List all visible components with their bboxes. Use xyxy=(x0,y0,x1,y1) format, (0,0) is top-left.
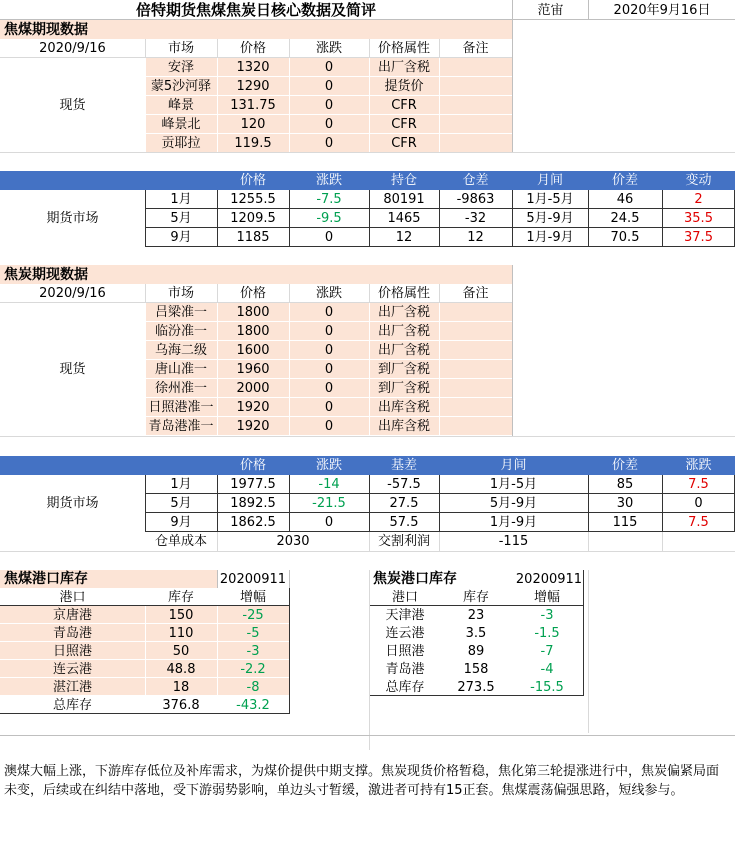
futures-spread: 30 xyxy=(616,496,634,511)
futures-spread: 24.5 xyxy=(610,211,640,226)
port-change: -4 xyxy=(540,661,554,677)
spot-market-name: 唐山准一 xyxy=(154,362,207,377)
report-date: 2020年9月16日 xyxy=(588,0,735,20)
port-name: 总库存 xyxy=(385,679,425,695)
spot-price: 119.5 xyxy=(234,136,272,151)
spot-date: 2020/9/16 xyxy=(39,286,106,301)
spot-column-header: 市场 xyxy=(167,41,194,56)
futures-spread-change: 7.5 xyxy=(688,477,709,492)
futures-spread-name: 1月-9月 xyxy=(526,230,574,245)
futures-price: 1862.5 xyxy=(230,515,276,530)
spot-price: 1960 xyxy=(236,362,270,377)
spot-change: 0 xyxy=(324,400,334,415)
port-stock: 23 xyxy=(467,607,485,623)
port-column-header: 增幅 xyxy=(239,589,266,605)
futures-spread-name: 1月-5月 xyxy=(489,477,538,492)
spot-note xyxy=(439,58,512,77)
port-name: 京唐港 xyxy=(52,607,92,623)
futures-change: 0 xyxy=(324,230,334,245)
spot-market-name: 徐州准一 xyxy=(154,381,207,396)
futures-column-header: 变动 xyxy=(685,173,712,188)
port-stock: 273.5 xyxy=(457,679,495,695)
spot-price-attribute: CFR xyxy=(391,136,417,151)
port-name: 青岛港 xyxy=(52,625,92,641)
port-column-header: 港口 xyxy=(59,589,86,605)
port-change: -5 xyxy=(246,625,260,641)
spot-market-name: 贡耶拉 xyxy=(161,136,201,151)
spot-change: 0 xyxy=(324,343,334,358)
port-name: 天津港 xyxy=(385,607,425,623)
spot-note xyxy=(439,398,512,417)
futures-column-header: 基差 xyxy=(390,458,417,473)
spot-price: 1320 xyxy=(236,60,270,75)
futures-spread-change: 2 xyxy=(694,192,703,207)
futures-spread: 70.5 xyxy=(610,230,640,245)
spot-price-attribute: 到厂含税 xyxy=(377,362,430,377)
spot-price: 1600 xyxy=(236,343,270,358)
spot-change: 0 xyxy=(324,362,334,377)
port-stock: 48.8 xyxy=(166,661,196,677)
commentary-box xyxy=(0,735,735,842)
spot-column-header: 价格 xyxy=(239,41,266,56)
futures-contract: 1月 xyxy=(170,477,192,492)
port-name: 日照港 xyxy=(385,643,425,659)
spot-price-attribute: CFR xyxy=(391,98,417,113)
futures-price: 1185 xyxy=(236,230,270,245)
spot-note xyxy=(439,303,512,322)
delivery-profit-value: -115 xyxy=(498,534,529,549)
port-column-header: 库存 xyxy=(462,589,489,605)
port-name: 连云港 xyxy=(385,625,425,641)
delivery-profit-label: 交割利润 xyxy=(377,534,430,549)
spot-column-header: 涨跌 xyxy=(315,286,342,301)
futures-spread-change: 37.5 xyxy=(684,230,713,245)
port-change: -3 xyxy=(246,643,260,659)
spot-price: 131.75 xyxy=(230,98,276,113)
futures-contract: 9月 xyxy=(170,230,192,245)
spot-price: 1920 xyxy=(236,419,270,434)
futures-column-header: 涨跌 xyxy=(315,458,342,473)
futures-spread: 46 xyxy=(616,192,634,207)
port-change: -2.2 xyxy=(240,661,266,677)
futures-open-interest: 1465 xyxy=(387,211,421,226)
futures-basis: 27.5 xyxy=(389,496,419,511)
spot-change: 0 xyxy=(324,419,334,434)
futures-column-header: 仓差 xyxy=(462,173,489,188)
port-change: -43.2 xyxy=(236,697,270,713)
futures-change: -21.5 xyxy=(312,496,346,511)
futures-price: 1209.5 xyxy=(230,211,276,226)
port-stock: 18 xyxy=(172,679,190,695)
spot-note xyxy=(439,96,512,115)
spot-note xyxy=(439,379,512,398)
warrant-cost-value: 2030 xyxy=(276,534,310,549)
futures-open-interest: 12 xyxy=(395,230,413,245)
port-name: 日照港 xyxy=(52,643,92,659)
port-name: 连云港 xyxy=(52,661,92,677)
commentary-text: 澳煤大幅上涨，下游库存低位及补库需求，为煤价提供中期支撑。焦炭现货价格暂稳，焦化第三轮提涨进行中，焦炭偏紧局面未变，后续或在纠结中落地，受下游弱势影响，单边头寸暂缓，激进者可持有15正套。焦煤震荡偏强思路，短线参与。 xyxy=(4,764,720,798)
spot-market-name: 日照港准一 xyxy=(148,400,214,415)
futures-label: 期货市场 xyxy=(46,211,99,226)
spot-market-name: 蒙5沙河驿 xyxy=(150,79,212,94)
spot-note xyxy=(439,322,512,341)
spot-price-attribute: 出厂含税 xyxy=(377,343,430,358)
spot-price: 1800 xyxy=(236,324,270,339)
port-column-header: 增幅 xyxy=(533,589,560,605)
futures-oi-change: 12 xyxy=(467,230,484,245)
spot-change: 0 xyxy=(324,98,334,113)
spot-label: 现货 xyxy=(59,362,86,377)
spot-market-name: 安泽 xyxy=(167,60,194,75)
futures-column-header: 价差 xyxy=(611,173,638,188)
spot-price: 1920 xyxy=(236,400,270,415)
spot-column-header: 价格属性 xyxy=(377,286,430,301)
futures-basis: -57.5 xyxy=(387,477,421,492)
spot-label: 现货 xyxy=(59,98,86,113)
spot-market-name: 青岛港准一 xyxy=(148,419,214,434)
futures-label: 期货市场 xyxy=(46,496,99,511)
coking-coal-section-title: 焦煤期现数据 xyxy=(4,21,88,38)
futures-column-header: 月间 xyxy=(500,458,527,473)
futures-spread: 85 xyxy=(616,477,634,492)
port-change: -25 xyxy=(242,607,264,623)
spot-column-header: 价格 xyxy=(239,286,266,301)
coke-section-title: 焦炭期现数据 xyxy=(4,266,88,283)
spot-price-attribute: 出库含税 xyxy=(377,419,430,434)
coke-port-title: 焦炭港口库存 xyxy=(373,571,457,587)
spot-note xyxy=(439,134,512,153)
futures-basis: 57.5 xyxy=(389,515,419,530)
port-stock: 3.5 xyxy=(465,625,487,641)
coal-port-date: 20200911 xyxy=(219,571,287,587)
futures-contract: 5月 xyxy=(170,496,192,511)
spot-change: 0 xyxy=(324,79,334,94)
spot-market-name: 峰景北 xyxy=(161,117,201,132)
futures-change: -14 xyxy=(318,477,340,492)
spot-note xyxy=(439,417,512,436)
coke-port-date: 20200911 xyxy=(515,571,583,587)
port-name: 总库存 xyxy=(52,697,92,713)
futures-spread-change: 7.5 xyxy=(688,515,709,530)
spot-change: 0 xyxy=(324,117,334,132)
spot-column-header: 备注 xyxy=(462,41,489,56)
port-change: -3 xyxy=(540,607,554,623)
futures-contract: 1月 xyxy=(170,192,192,207)
spot-note xyxy=(439,77,512,96)
futures-column-header: 价格 xyxy=(239,458,266,473)
spot-price-attribute: 到厂含税 xyxy=(377,381,430,396)
spot-column-header: 价格属性 xyxy=(377,41,430,56)
spot-change: 0 xyxy=(324,324,334,339)
port-stock: 89 xyxy=(467,643,485,659)
futures-oi-change: -32 xyxy=(464,211,487,226)
futures-column-header: 涨跌 xyxy=(315,173,342,188)
futures-column-header: 涨跌 xyxy=(685,458,712,473)
futures-price: 1892.5 xyxy=(230,496,276,511)
futures-oi-change: -9863 xyxy=(456,192,495,207)
futures-spread-change: 0 xyxy=(694,496,703,511)
port-name: 湛江港 xyxy=(52,679,92,695)
futures-spread-name: 1月-9月 xyxy=(489,515,538,530)
futures-contract: 9月 xyxy=(170,515,192,530)
spot-column-header: 市场 xyxy=(167,286,194,301)
spot-note xyxy=(439,341,512,360)
spot-price: 2000 xyxy=(236,381,270,396)
port-stock: 376.8 xyxy=(162,697,200,713)
futures-change: -9.5 xyxy=(316,211,342,226)
futures-price: 1977.5 xyxy=(230,477,276,492)
port-change: -1.5 xyxy=(534,625,560,641)
page-title: 倍特期货焦煤焦炭日核心数据及简评 xyxy=(135,0,376,19)
spot-date: 2020/9/16 xyxy=(39,41,106,56)
futures-change: -7.5 xyxy=(316,192,342,207)
spot-price-attribute: CFR xyxy=(391,117,417,132)
spot-price-attribute: 出库含税 xyxy=(377,400,430,415)
futures-column-header: 价差 xyxy=(611,458,638,473)
spot-price-attribute: 出厂含税 xyxy=(377,324,430,339)
port-column-header: 港口 xyxy=(391,589,418,605)
futures-spread: 115 xyxy=(612,515,638,530)
spot-price: 120 xyxy=(240,117,266,132)
futures-spread-change: 35.5 xyxy=(684,211,713,226)
futures-spread-name: 5月-9月 xyxy=(489,496,538,511)
port-change: -7 xyxy=(540,643,554,659)
coal-port-title: 焦煤港口库存 xyxy=(4,571,88,587)
warrant-cost-label: 仓单成本 xyxy=(154,534,207,549)
spot-price-attribute: 提货价 xyxy=(384,79,424,94)
spot-column-header: 涨跌 xyxy=(315,41,342,56)
futures-spread-name: 1月-5月 xyxy=(526,192,574,207)
futures-column-header: 持仓 xyxy=(390,173,417,188)
spot-market-name: 乌海二级 xyxy=(154,343,207,358)
spot-price-attribute: 出厂含税 xyxy=(377,305,430,320)
spot-price: 1290 xyxy=(236,79,270,94)
port-stock: 150 xyxy=(168,607,194,623)
spot-market-name: 吕梁准一 xyxy=(154,305,207,320)
port-change: -8 xyxy=(246,679,260,695)
futures-spread-name: 5月-9月 xyxy=(526,211,574,226)
port-name: 青岛港 xyxy=(385,661,425,677)
spot-market-name: 临汾准一 xyxy=(154,324,207,339)
futures-column-header: 价格 xyxy=(239,173,266,188)
spot-note xyxy=(439,115,512,134)
spot-change: 0 xyxy=(324,381,334,396)
port-stock: 50 xyxy=(172,643,190,659)
futures-price: 1255.5 xyxy=(230,192,276,207)
port-stock: 158 xyxy=(463,661,489,677)
futures-column-header: 月间 xyxy=(536,173,563,188)
spot-price: 1800 xyxy=(236,305,270,320)
futures-change: 0 xyxy=(324,515,334,530)
port-change: -15.5 xyxy=(530,679,564,695)
port-column-header: 库存 xyxy=(167,589,194,605)
spot-column-header: 备注 xyxy=(462,286,489,301)
spot-change: 0 xyxy=(324,60,334,75)
port-stock: 110 xyxy=(168,625,194,641)
futures-contract: 5月 xyxy=(170,211,192,226)
spot-change: 0 xyxy=(324,305,334,320)
spot-note xyxy=(439,360,512,379)
author-name: 范宙 xyxy=(512,0,588,20)
spot-price-attribute: 出厂含税 xyxy=(377,60,430,75)
spot-change: 0 xyxy=(324,136,334,151)
futures-open-interest: 80191 xyxy=(383,192,425,207)
spot-market-name: 峰景 xyxy=(167,98,194,113)
